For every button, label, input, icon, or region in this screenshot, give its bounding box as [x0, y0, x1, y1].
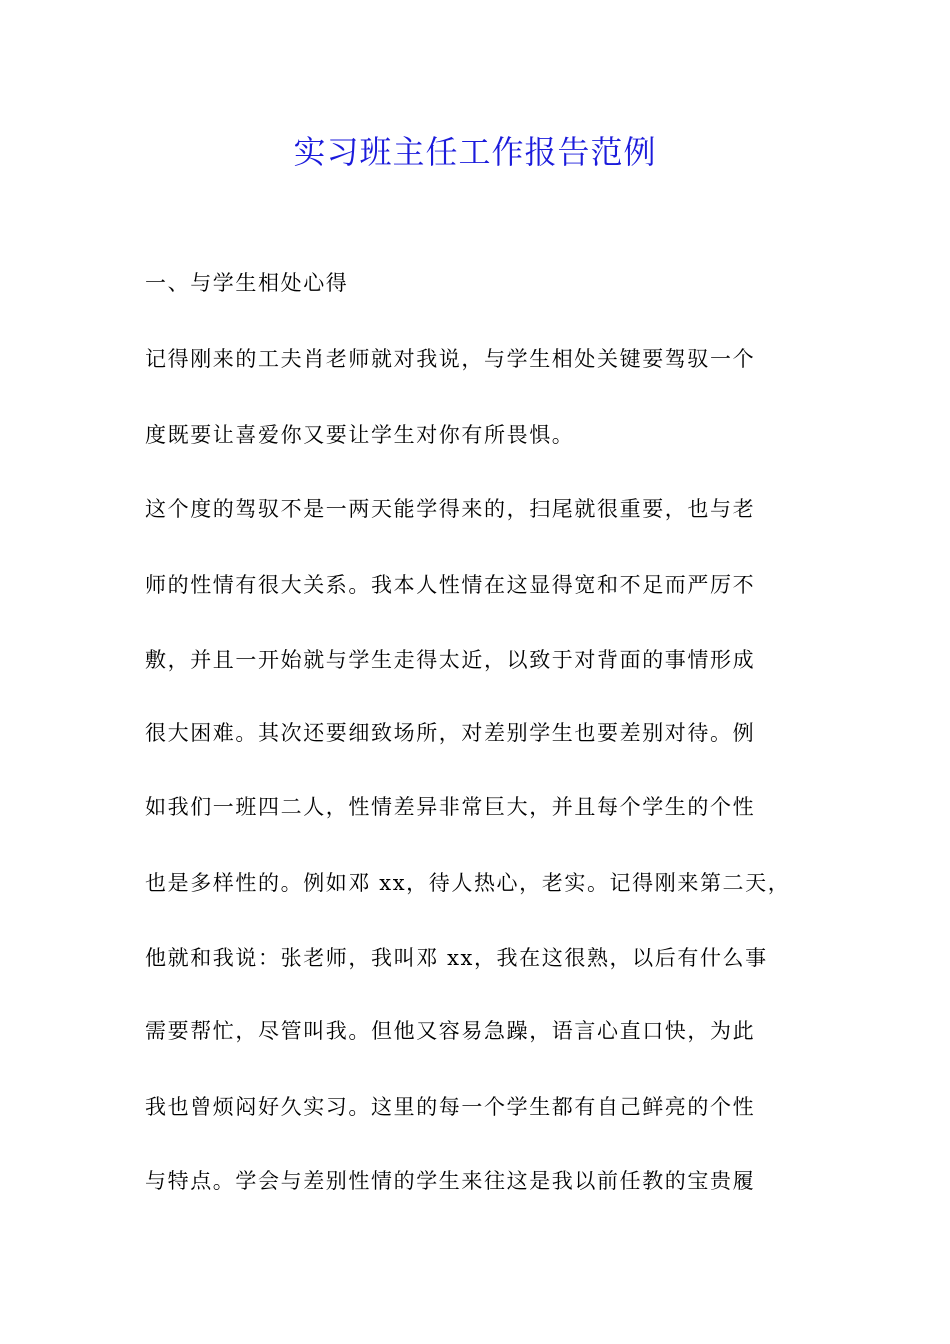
paragraph-line: 很大困难。其次还要细致场所，对差别学生也要差别对待。例 — [145, 721, 756, 745]
paragraph-line: 与特点。学会与差别性情的学生来往这是我以前任教的宝贵履 — [145, 1169, 756, 1193]
paragraph-line: 也是多样性的。例如邓 xx，待人热心，老实。记得刚来第二天， — [145, 871, 791, 895]
paragraph-line: 需要帮忙，尽管叫我。但他又容易急躁，语言心直口快，为此 — [145, 1019, 756, 1043]
paragraph-line: 度既要让喜爱你又要让学生对你有所畏惧。 — [145, 423, 575, 447]
section-heading: 一、与学生相处心得 — [145, 271, 349, 295]
paragraph-line: 他就和我说：张老师，我叫邓 xx，我在这很熟，以后有什么事 — [145, 946, 768, 970]
paragraph-line: 这个度的驾驭不是一两天能学得来的，扫尾就很重要，也与老 — [145, 497, 756, 521]
document-title: 实习班主任工作报告范例 — [293, 133, 657, 171]
paragraph-line: 敷，并且一开始就与学生走得太近，以致于对背面的事情形成 — [145, 648, 756, 672]
paragraph-line: 如我们一班四二人，性情差异非常巨大，并且每个学生的个性 — [145, 795, 756, 819]
paragraph-line: 我也曾烦闷好久实习。这里的每一个学生都有自己鲜亮的个性 — [145, 1095, 756, 1119]
paragraph-line: 师的性情有很大关系。我本人性情在这显得宽和不足而严厉不 — [145, 573, 756, 597]
paragraph-line: 记得刚来的工夫肖老师就对我说，与学生相处关键要驾驭一个 — [145, 347, 756, 371]
